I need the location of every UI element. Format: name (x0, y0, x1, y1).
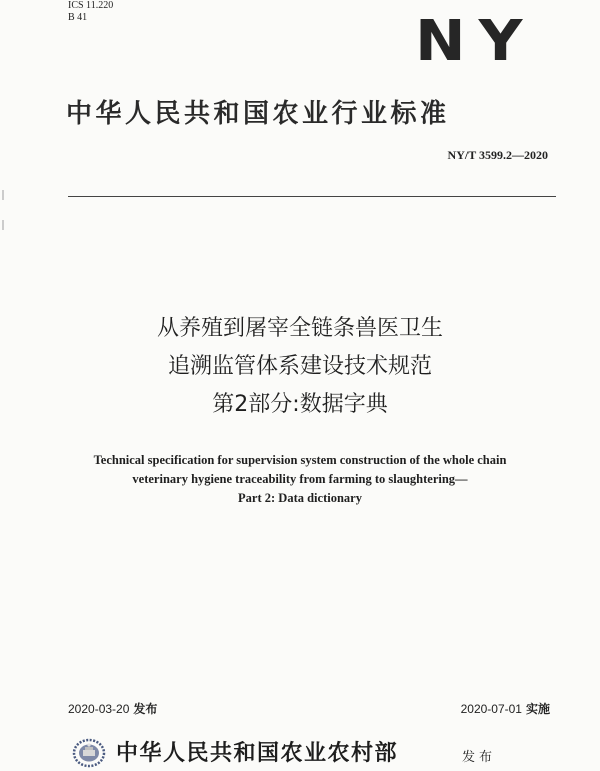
chinese-title (0, 310, 600, 424)
ics-code: ICS 11.220 (68, 0, 114, 11)
issue-date-block (68, 700, 157, 717)
standard-number: NY/T 3599.2—2020 (447, 148, 548, 162)
header-divider (68, 196, 556, 197)
ny-logo: NY (415, 9, 536, 74)
issuing-ministry: 中华人民共和国农业农村部 (116, 740, 399, 766)
chinese-title-line-2: 追溯监管体系建设技术规范 (167, 354, 432, 379)
issue-date: 2020-03-20 (68, 702, 130, 716)
implement-label: 实施 (525, 702, 550, 716)
ccs-code: B 41 (68, 12, 88, 23)
chinese-title-line-1: 从养殖到屠宰全链条兽医卫生 (156, 316, 443, 341)
national-emblem-icon (72, 738, 106, 768)
scan-edge-mark (2, 190, 4, 200)
footer (72, 738, 562, 768)
implement-date-block (461, 700, 550, 717)
english-title-line-1: Technical specification for supervision system construction of the whole chain (93, 453, 507, 467)
publish-label: 发布 (462, 750, 497, 765)
classification-codes (68, 0, 113, 24)
english-title-line-2: veterinary hygiene traceability from farming to slaughtering— (132, 472, 468, 486)
scan-edge-mark (2, 220, 4, 230)
english-title-line-3: Part 2: Data dictionary (238, 491, 362, 505)
chinese-title-line-3: 第2部分:数据字典 (212, 392, 388, 417)
english-title (0, 451, 600, 508)
standard-category-title: 中华人民共和国农业行业标准 (66, 99, 450, 129)
issue-label: 发布 (133, 702, 158, 716)
implement-date: 2020-07-01 (460, 702, 522, 716)
